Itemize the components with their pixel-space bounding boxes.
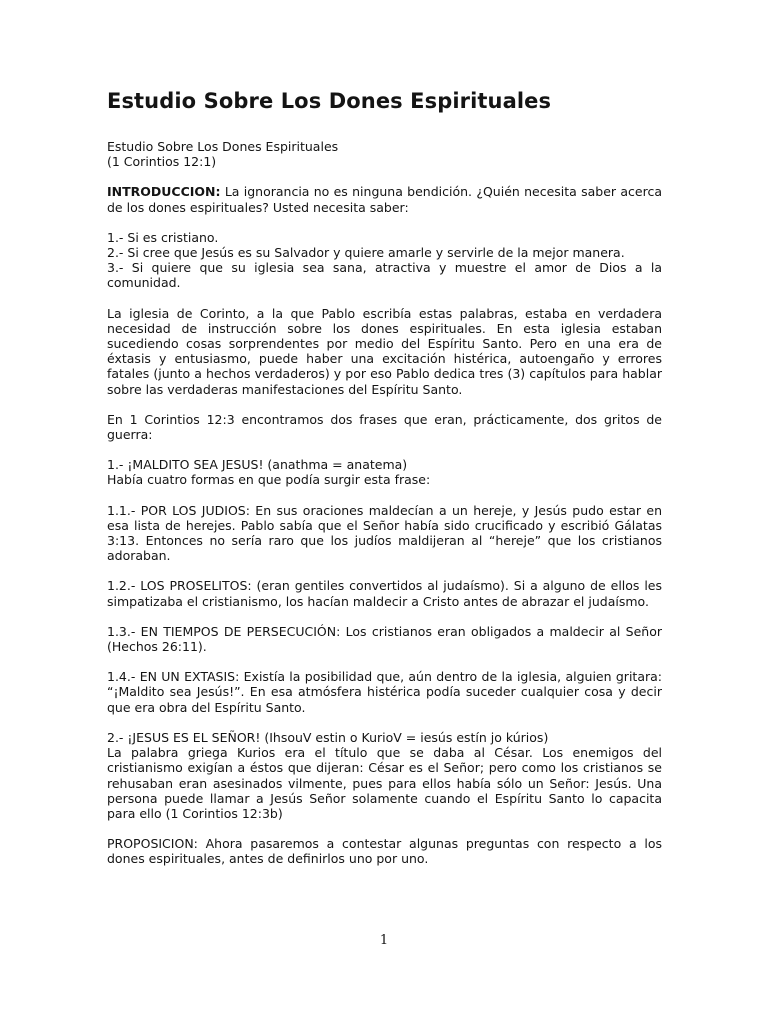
section-heading: 1.- ¡MALDITO SEA JESUS! (anathma = anatema): [107, 457, 408, 473]
document-body: [107, 86, 662, 882]
page-number: 1: [379, 933, 389, 948]
proposicion-paragraph: PROPOSICION: Ahora pasaremos a contestar algunas preguntas con respecto a los dones espirituales, antes de definirlos uno por uno.: [107, 836, 662, 867]
subsection-extasis: 1.4.- EN UN EXTASIS: Existía la posibilidad que, aún dentro de la iglesia, alguien gritara: “¡Maldito sea Jesús!”. En esa atmósfera histérica podía suceder cualquier cosa y decir que era obra del Espíritu Santo.: [107, 669, 662, 715]
senor-section: [107, 730, 662, 821]
list-item: 2.- Si cree que Jesús es su Salvador y quiere amarle y servirle de la mejor manera.: [107, 245, 625, 261]
subtitle-line: Estudio Sobre Los Dones Espirituales: [107, 139, 339, 154]
maldito-section: [107, 457, 662, 487]
scripture-reference: (1 Corintios 12:1): [107, 154, 217, 170]
corinto-paragraph: La iglesia de Corinto, a la que Pablo escribía estas palabras, estaba en verdadera necesidad de instrucción sobre los dones espirituales. En esta iglesia estaban sucediendo cosas sorprendentes por medio del Espíritu Santo. Pero en una era de éxtasis y entusiasmo, puede haber una excitación histérica, autoengaño y errores fatales (junto a hechos verdaderos) y por eso Pablo dedica tres (3) capítulos para hablar sobre las verdaderas manifestaciones del Espíritu Santo.: [107, 305, 662, 397]
introduction-label: INTRODUCCION:: [107, 184, 221, 200]
subtitle-block: [107, 139, 662, 169]
reasons-list: [107, 230, 662, 291]
war-cries-paragraph: En 1 Corintios 12:3 encontramos dos frases que eran, prácticamente, dos gritos de guerra:: [107, 411, 662, 443]
kurios-paragraph: La palabra griega Kurios era el título que se daba al César. Los enemigos del cristianismo exigían a éstos que dijeran: César es el Señor; pero como los cristianos se rehusaban eran asesinados vilmente, pues para ellos había sólo un Señor: Jesús. Una persona puede llamar a Jesús Señor solamente cuando el Espíritu Santo lo capacita para ello (1 Corintios 12:3b): [107, 745, 662, 821]
section-intro: Había cuatro formas en que podía surgir esta frase:: [107, 472, 431, 488]
subsection-persecucion: 1.3.- EN TIEMPOS DE PERSECUCIÓN: Los cristianos eran obligados a maldecir al Señor (Hechos 26:11).: [107, 623, 662, 655]
subsection-judios: 1.1.- POR LOS JUDIOS: En sus oraciones maldecían a un hereje, y Jesús pudo estar en esa lista de herejes. Pablo sabía que el Señor había sido crucificado y escribió Gálatas 3:13. Entonces no sería raro que los judíos maldijeran al “hereje” que los cristianos adoraban.: [107, 502, 662, 564]
introduction-paragraph: [107, 184, 662, 214]
list-item: 3.- Si quiere que su iglesia sea sana, atractiva y muestre el amor de Dios a la comunidad.: [107, 260, 662, 291]
list-item: 1.- Si es cristiano.: [107, 229, 219, 245]
document-title: Estudio Sobre Los Dones Espirituales: [107, 89, 552, 113]
subsection-proselitos: 1.2.- LOS PROSELITOS: (eran gentiles convertidos al judaísmo). Si a alguno de ellos les simpatizaba el cristianismo, los hacían maldecir a Cristo antes de abrazar el judaísmo.: [107, 578, 662, 609]
introduction-text: La ignorancia no es ninguna bendición. ¿Quién necesita saber acerca de los dones espirituales? Usted necesita saber:: [107, 184, 662, 215]
section-heading: 2.- ¡JESUS ES EL SEÑOR! (IhsouV estin o KurioV = iesús estín jo kúrios): [107, 729, 549, 745]
